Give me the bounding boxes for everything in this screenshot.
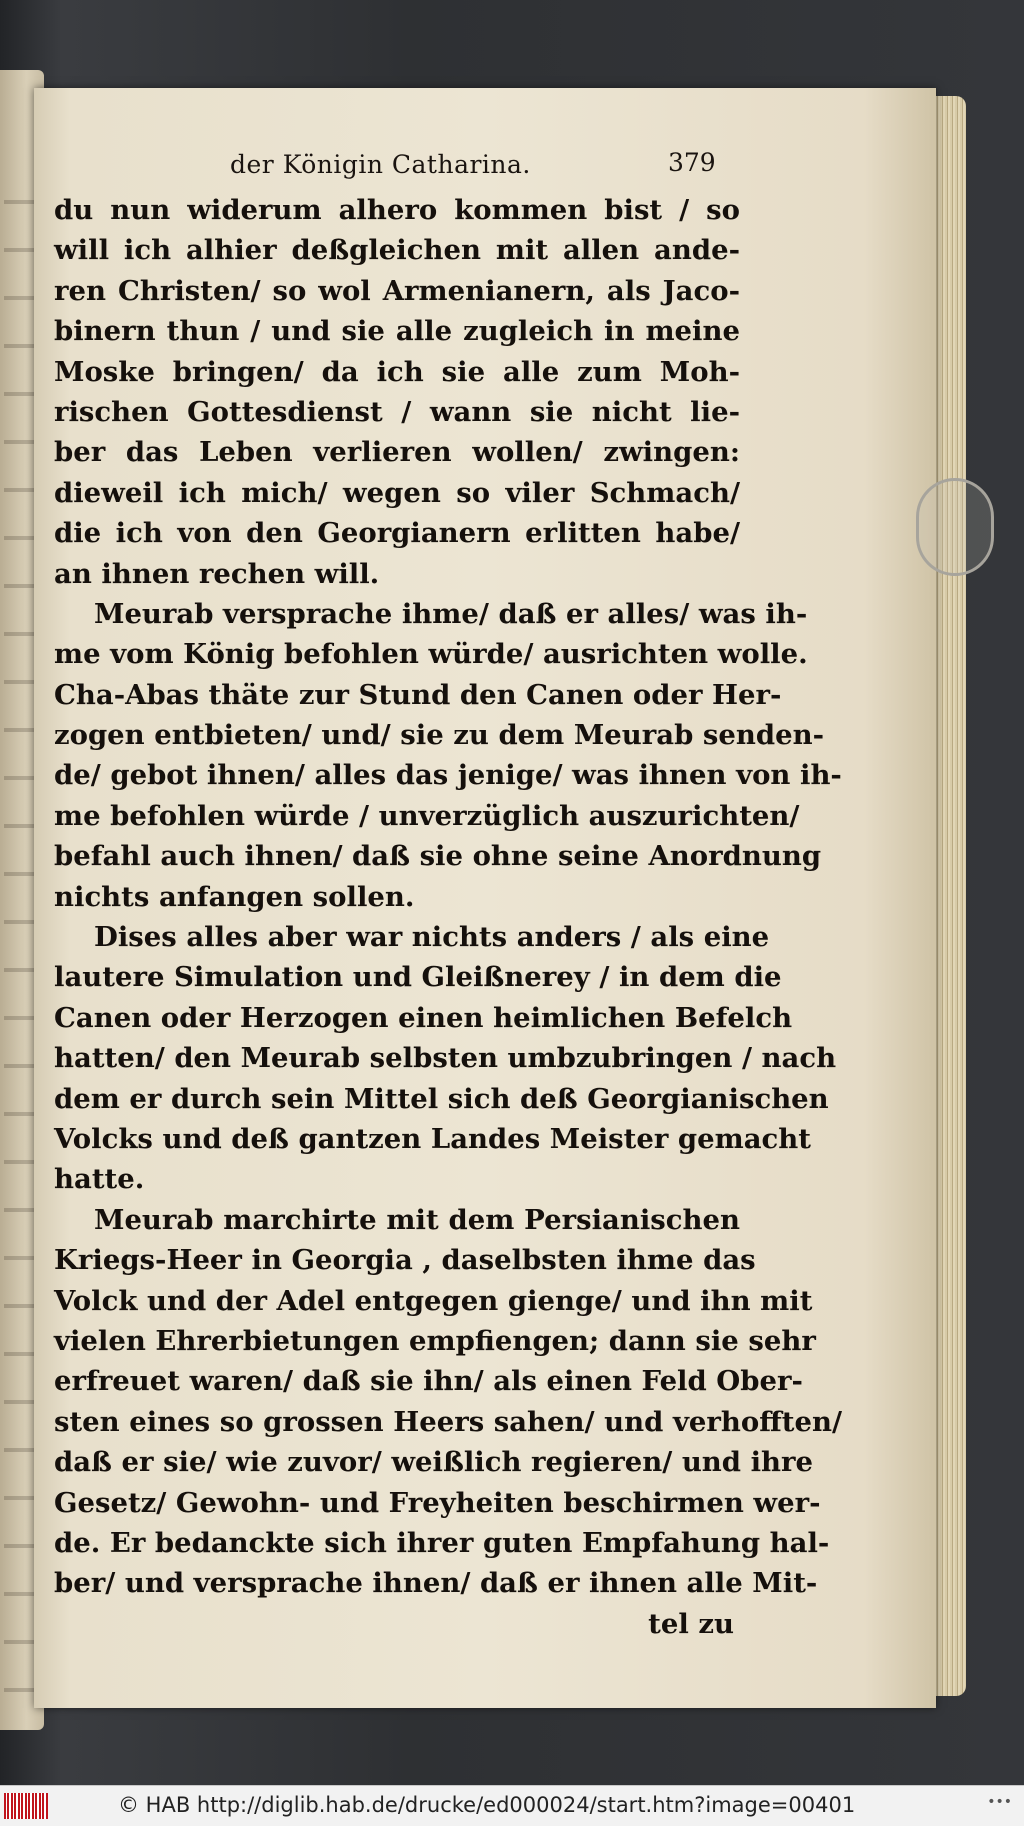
text-line: binern thun / und sie alle zugleich in meine	[54, 315, 740, 348]
text-line: dieweil ich mich/ wegen so viler Schmach/	[54, 476, 740, 509]
text-line: rischen Gottesdienst / wann sie nicht lie-	[54, 395, 740, 428]
page-tab-marker	[916, 478, 994, 576]
text-line: de. Er bedanckte sich ihrer guten Empfahung hal-	[54, 1526, 830, 1559]
text-line: me vom König befohlen würde/ ausrichten wolle.	[54, 638, 808, 671]
text-line: vielen Ehrerbietungen empfiengen; dann sie sehr	[54, 1324, 816, 1357]
more-options-icon[interactable]: •••	[987, 1794, 1012, 1810]
text-line: Cha-Abas thäte zur Stund den Canen oder Her-	[54, 678, 782, 711]
text-line: Volcks und deß gantzen Landes Meister gemacht	[54, 1122, 812, 1155]
text-line: sten eines so grossen Heers sahen/ und verhofften/	[54, 1405, 843, 1438]
catchword: tel zu	[648, 1607, 734, 1640]
text-line: me befohlen würde / unverzüglich auszurichten/	[54, 799, 800, 832]
text-line: Gesetz/ Gewohn- und Freyheiten beschirmen wer-	[54, 1486, 821, 1519]
text-line: Meurab marchirte mit dem Persianischen	[94, 1203, 740, 1236]
text-line: Dises alles aber war nichts anders / als eine	[94, 921, 770, 954]
text-line: daß er sie/ wie zuvor/ weißlich regieren/ und ihre	[54, 1446, 814, 1479]
text-line: du nun widerum alhero kommen bist / so	[54, 194, 740, 226]
text-line: lautere Simulation und Gleißnerey / in dem die	[54, 961, 782, 994]
viewer-footer	[0, 1785, 1024, 1826]
running-title: der Königin Catharina.	[230, 150, 531, 179]
text-line: an ihnen rechen will.	[54, 557, 380, 590]
text-line: de/ gebot ihnen/ alles das jenige/ was ihnen von ih-	[54, 759, 842, 792]
text-line: Moske bringen/ da ich sie alle zum Moh-	[54, 355, 740, 388]
hab-barcode-logo-icon	[4, 1793, 48, 1819]
text-line: dem er durch sein Mittel sich deß Georgianischen	[54, 1082, 829, 1115]
text-line: will ich alhier deßgleichen mit allen ande-	[54, 234, 740, 267]
text-line: Canen oder Herzogen einen heimlichen Befelch	[54, 1001, 793, 1034]
text-line: hatte.	[54, 1163, 145, 1196]
text-line: Kriegs-Heer in Georgia , daselbsten ihme das	[54, 1244, 756, 1277]
text-line: Volck und der Adel entgegen gienge/ und ihn mit	[54, 1284, 813, 1317]
text-line: Meurab versprache ihme/ daß er alles/ was ih-	[94, 597, 808, 630]
text-line: ber das Leben verlieren wollen/ zwingen:	[54, 436, 740, 469]
text-line: erfreuet waren/ daß sie ihn/ als einen Feld Ober-	[54, 1365, 803, 1398]
copyright-link[interactable]: © HAB http://diglib.hab.de/drucke/ed000024/start.htm?image=00401	[118, 1793, 856, 1817]
text-line: ber/ und versprache ihnen/ daß er ihnen alle Mit-	[54, 1567, 818, 1600]
text-line: zogen entbieten/ und/ sie zu dem Meurab senden-	[54, 719, 824, 752]
page-text	[54, 190, 843, 1644]
text-line: befahl auch ihnen/ daß sie ohne seine Anordnung	[54, 840, 822, 873]
page-number: 379	[668, 148, 716, 177]
text-line: hatten/ den Meurab selbsten umbzubringen / nach	[54, 1042, 837, 1075]
text-line: die ich von den Georgianern erlitten habe/	[54, 517, 740, 550]
text-line: nichts anfangen sollen.	[54, 880, 415, 913]
text-line: ren Christen/ so wol Armenianern, als Jaco-	[54, 274, 740, 307]
